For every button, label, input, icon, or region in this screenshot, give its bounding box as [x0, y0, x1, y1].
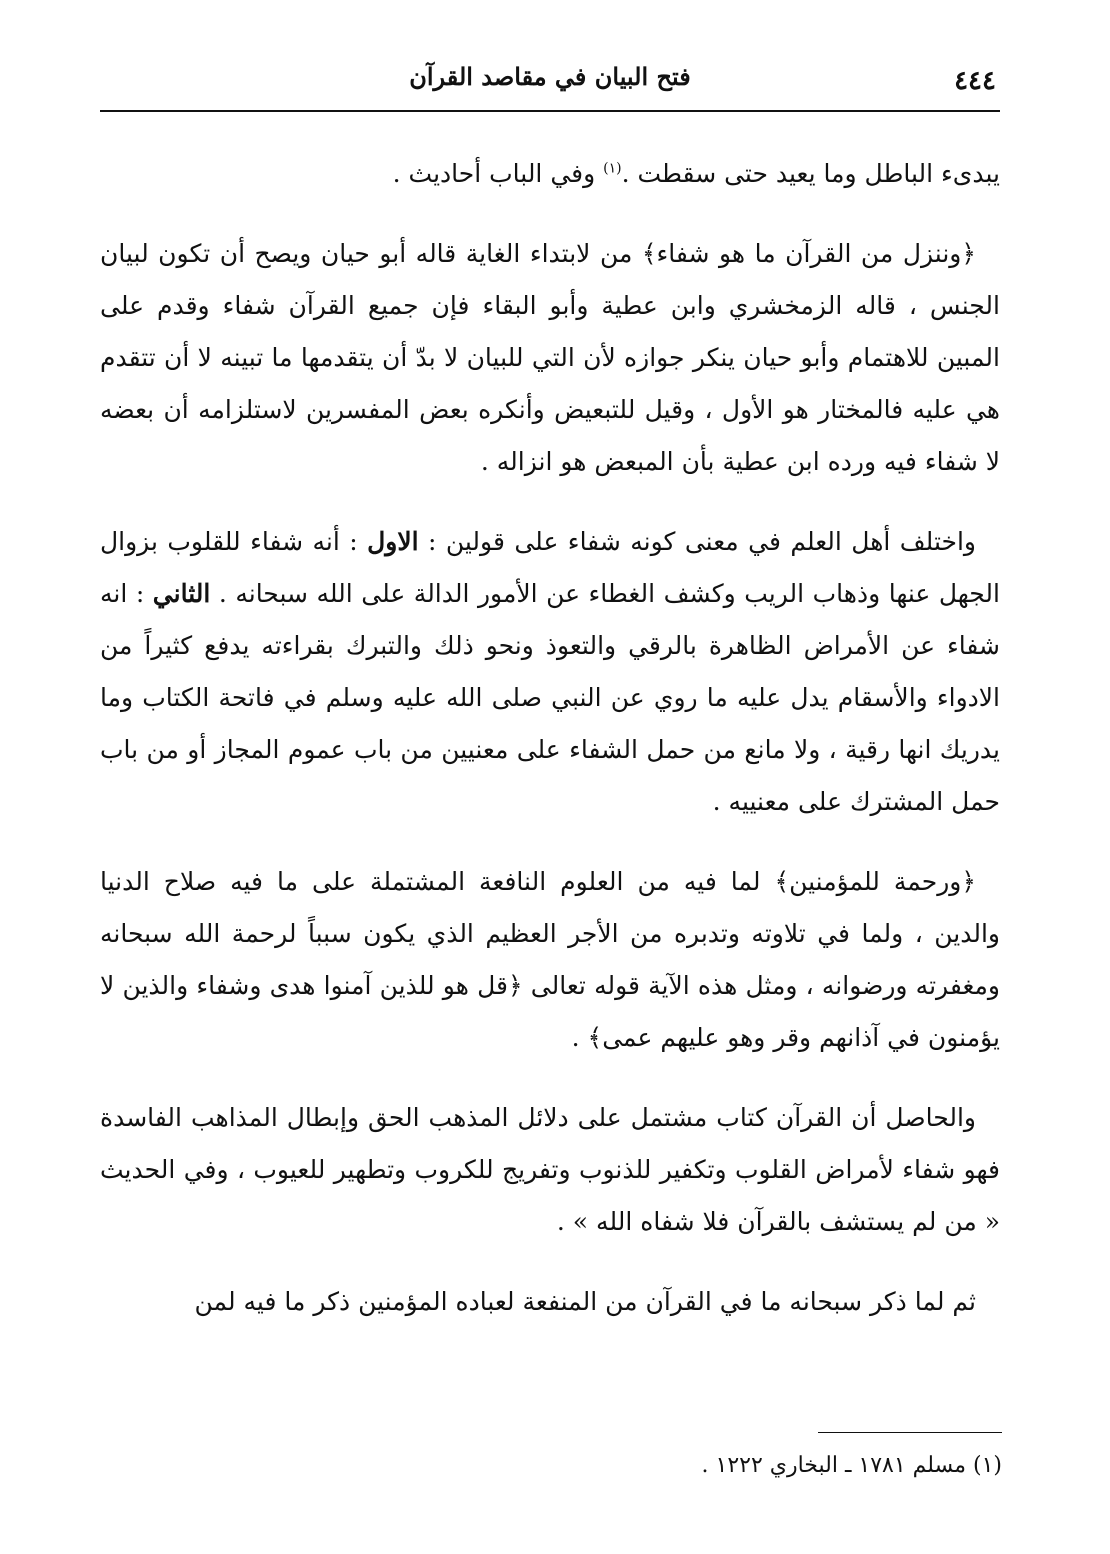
paragraph-3-text-c: : انه شفاء عن الأمراض الظاهرة بالرقي والتعوذ ونحو ذلك والتبرك بقراءته يدفع كثيراً من الادواء والأسقام يدل عليه ما روي عن النبي صلى الله عليه وسلم في فاتحة الكتاب وما يدريك انها رقية ، ولا مانع من حمل الشفاء على معنيين من باب عموم المجاز أو من باب حمل المشترك على معنييه .	[100, 579, 1000, 816]
page-number: ٤٤٤	[954, 66, 996, 96]
paragraph-1-text-a: يبدىء الباطل وما يعيد حتى سقطت .	[621, 159, 1000, 188]
paragraph-4: ﴿ورحمة للمؤمنين﴾ لما فيه من العلوم النافعة المشتملة على ما فيه صلاح الدنيا والدين ، ولما في تلاوته وتدبره من الأجر العظيم الذي يكون سبباً لرحمة الله سبحانه ومغفرته ورضوانه ، ومثل هذه الآية قوله تعالى ﴿قل هو للذين آمنوا هدى وشفاء والذين لا يؤمنون في آذانهم وقر وهو عليهم عمى﴾ .	[100, 867, 1000, 1052]
paragraph-3-bold-second: الثاني	[152, 579, 211, 608]
paragraph-5: والحاصل أن القرآن كتاب مشتمل على دلائل المذهب الحق وإبطال المذاهب الفاسدة فهو شفاء لأمراض القلوب وتكفير للذنوب وتفريج للكروب وتطهير للعيوب ، وفي الحديث « من لم يستشف بالقرآن فلا شفاه الله » .	[100, 1103, 1000, 1236]
footnote: (١) مسلم ١٧٨١ ـ البخاري ١٢٢٢ .	[701, 1453, 1002, 1478]
body-text	[100, 148, 1000, 1356]
paragraph-1-text-b: وفي الباب أحاديث .	[392, 159, 604, 188]
paragraph-1	[100, 148, 1000, 200]
paragraph-3-text-b: : أنه شفاء للقلوب بزوال الجهل عنها وذهاب الريب وكشف الغطاء عن الأمور الدالة على الله سبحانه .	[100, 527, 1000, 608]
paragraph-2: ﴿وننزل من القرآن ما هو شفاء﴾ من لابتداء الغاية قاله أبو حيان ويصح أن تكون لبيان الجنس ، قاله الزمخشري وابن عطية وأبو البقاء فإن جميع القرآن شفاء وقدم على المبين للاهتمام وأبو حيان ينكر جوازه لأن التي للبيان لا بدّ أن يتقدمها ما تبينه لا أن تتقدم هي عليه فالمختار هو الأول ، وقيل للتبعيض وأنكره بعض المفسرين لاستلزامه أن بعضه لا شفاء فيه ورده ابن عطية بأن المبعض هو انزاله .	[100, 239, 1000, 476]
page-header	[100, 58, 1000, 104]
header-rule	[100, 110, 1000, 112]
running-title: فتح البيان في مقاصد القرآن	[409, 62, 691, 91]
paragraph-3-text-a: واختلف أهل العلم في معنى كونه شفاء على قولين :	[418, 527, 976, 556]
footnote-rule	[818, 1432, 1002, 1433]
paragraph-6: ثم لما ذكر سبحانه ما في القرآن من المنفعة لعباده المؤمنين ذكر ما فيه لمن	[194, 1287, 976, 1316]
paragraph-3-bold-first: الاول	[367, 527, 419, 556]
footnote-reference[interactable]: (١)	[603, 160, 622, 177]
paragraph-3	[100, 516, 1000, 828]
